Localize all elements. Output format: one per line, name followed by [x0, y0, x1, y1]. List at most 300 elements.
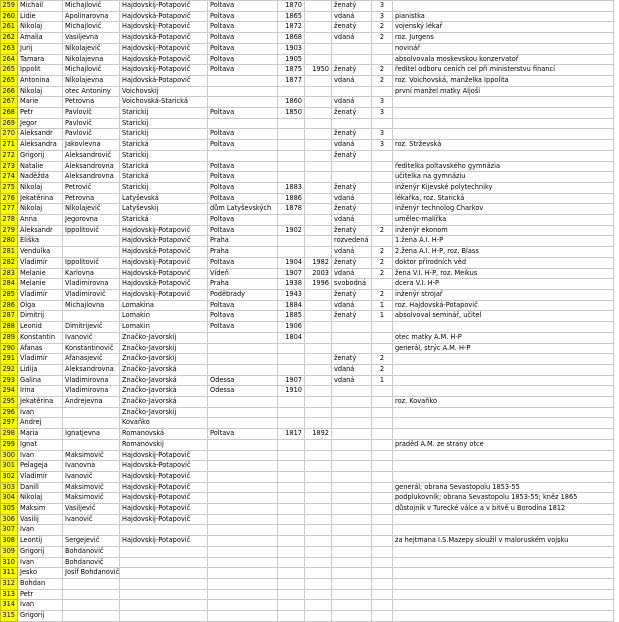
- patronymic-cell[interactable]: Nikolajevič: [63, 43, 120, 54]
- place-cell[interactable]: [208, 97, 278, 108]
- table-row[interactable]: [1, 354, 614, 365]
- note-cell[interactable]: [393, 471, 614, 482]
- surname-cell[interactable]: Značko-Javorskij: [120, 407, 208, 418]
- surname-cell[interactable]: Hajdovská-Potapovič: [120, 11, 208, 22]
- surname-cell[interactable]: [120, 546, 208, 557]
- row-number-cell[interactable]: 282: [1, 257, 18, 268]
- birth-year-cell[interactable]: 1865: [278, 11, 305, 22]
- birth-year-cell[interactable]: [278, 525, 305, 536]
- children-count-cell[interactable]: [372, 407, 393, 418]
- first-name-cell[interactable]: Ivan: [18, 525, 63, 536]
- patronymic-cell[interactable]: [63, 525, 120, 536]
- first-name-cell[interactable]: Bohdan: [18, 578, 63, 589]
- place-cell[interactable]: Poděbrady: [208, 289, 278, 300]
- row-number-cell[interactable]: 307: [1, 525, 18, 536]
- row-number-cell[interactable]: 259: [1, 1, 18, 12]
- place-cell[interactable]: [208, 482, 278, 493]
- note-cell[interactable]: první manžel matky Aljoši: [393, 86, 614, 97]
- surname-cell[interactable]: Lomakin: [120, 311, 208, 322]
- first-name-cell[interactable]: Grigorij: [18, 546, 63, 557]
- death-year-cell[interactable]: [305, 289, 332, 300]
- place-cell[interactable]: Poltava: [208, 311, 278, 322]
- death-year-cell[interactable]: [305, 150, 332, 161]
- children-count-cell[interactable]: 1: [372, 375, 393, 386]
- birth-year-cell[interactable]: [278, 247, 305, 258]
- table-row[interactable]: [1, 86, 614, 97]
- marital-status-cell[interactable]: [332, 493, 372, 504]
- row-number-cell[interactable]: 266: [1, 86, 18, 97]
- patronymic-cell[interactable]: Ippolitovič: [63, 225, 120, 236]
- note-cell[interactable]: roz. Voichovská, manželka Ippolita: [393, 75, 614, 86]
- table-row[interactable]: [1, 493, 614, 504]
- place-cell[interactable]: Poltava: [208, 182, 278, 193]
- first-name-cell[interactable]: Melanie: [18, 279, 63, 290]
- patronymic-cell[interactable]: [63, 247, 120, 258]
- first-name-cell[interactable]: Nikolaj: [18, 182, 63, 193]
- patronymic-cell[interactable]: Maksimovič: [63, 482, 120, 493]
- note-cell[interactable]: [393, 568, 614, 579]
- death-year-cell[interactable]: [305, 43, 332, 54]
- place-cell[interactable]: [208, 611, 278, 622]
- first-name-cell[interactable]: Melanie: [18, 268, 63, 279]
- first-name-cell[interactable]: Anna: [18, 215, 63, 226]
- children-count-cell[interactable]: [372, 578, 393, 589]
- first-name-cell[interactable]: Jesko: [18, 568, 63, 579]
- birth-year-cell[interactable]: 1877: [278, 75, 305, 86]
- note-cell[interactable]: umělec-malířka: [393, 215, 614, 226]
- birth-year-cell[interactable]: [278, 439, 305, 450]
- first-name-cell[interactable]: Andrej: [18, 418, 63, 429]
- birth-year-cell[interactable]: 1884: [278, 300, 305, 311]
- marital-status-cell[interactable]: vdaná: [332, 75, 372, 86]
- note-cell[interactable]: inženýr strojař: [393, 289, 614, 300]
- table-row[interactable]: [1, 407, 614, 418]
- birth-year-cell[interactable]: [278, 514, 305, 525]
- note-cell[interactable]: inženýr ekonom: [393, 225, 614, 236]
- birth-year-cell[interactable]: 1938: [278, 279, 305, 290]
- first-name-cell[interactable]: Michail: [18, 1, 63, 12]
- death-year-cell[interactable]: [305, 611, 332, 622]
- table-row[interactable]: [1, 322, 614, 333]
- surname-cell[interactable]: Značko-Javorská: [120, 386, 208, 397]
- note-cell[interactable]: [393, 322, 614, 333]
- birth-year-cell[interactable]: [278, 161, 305, 172]
- patronymic-cell[interactable]: Andrejevna: [63, 397, 120, 408]
- place-cell[interactable]: Poltava: [208, 161, 278, 172]
- table-row[interactable]: [1, 536, 614, 547]
- place-cell[interactable]: Poltava: [208, 215, 278, 226]
- place-cell[interactable]: Poltava: [208, 225, 278, 236]
- children-count-cell[interactable]: [372, 600, 393, 611]
- place-cell[interactable]: [208, 461, 278, 472]
- birth-year-cell[interactable]: 1886: [278, 193, 305, 204]
- first-name-cell[interactable]: Galina: [18, 375, 63, 386]
- note-cell[interactable]: učitelka na gymnáziu: [393, 172, 614, 183]
- first-name-cell[interactable]: Jurij: [18, 43, 63, 54]
- row-number-cell[interactable]: 298: [1, 429, 18, 440]
- place-cell[interactable]: Poltava: [208, 65, 278, 76]
- first-name-cell[interactable]: Irina: [18, 386, 63, 397]
- children-count-cell[interactable]: [372, 161, 393, 172]
- surname-cell[interactable]: Starická: [120, 172, 208, 183]
- marital-status-cell[interactable]: ženatý: [332, 129, 372, 140]
- table-row[interactable]: [1, 33, 614, 44]
- row-number-cell[interactable]: 301: [1, 461, 18, 472]
- first-name-cell[interactable]: Nikolaj: [18, 86, 63, 97]
- birth-year-cell[interactable]: 1905: [278, 54, 305, 65]
- marital-status-cell[interactable]: vdaná: [332, 268, 372, 279]
- patronymic-cell[interactable]: Michajlovič: [63, 1, 120, 12]
- death-year-cell[interactable]: [305, 514, 332, 525]
- note-cell[interactable]: generál, strýc A.M. H-P: [393, 343, 614, 354]
- children-count-cell[interactable]: 2: [372, 225, 393, 236]
- row-number-cell[interactable]: 268: [1, 108, 18, 119]
- birth-year-cell[interactable]: 1875: [278, 65, 305, 76]
- death-year-cell[interactable]: [305, 525, 332, 536]
- note-cell[interactable]: roz. Strževská: [393, 140, 614, 151]
- children-count-cell[interactable]: 2: [372, 354, 393, 365]
- first-name-cell[interactable]: Ippolit: [18, 65, 63, 76]
- first-name-cell[interactable]: Grigorij: [18, 611, 63, 622]
- surname-cell[interactable]: Starická: [120, 215, 208, 226]
- marital-status-cell[interactable]: vdaná: [332, 33, 372, 44]
- table-row[interactable]: [1, 257, 614, 268]
- marital-status-cell[interactable]: [332, 504, 372, 515]
- row-number-cell[interactable]: 303: [1, 482, 18, 493]
- first-name-cell[interactable]: Maria: [18, 429, 63, 440]
- children-count-cell[interactable]: 2: [372, 364, 393, 375]
- surname-cell[interactable]: Starická: [120, 140, 208, 151]
- table-row[interactable]: [1, 65, 614, 76]
- row-number-cell[interactable]: 287: [1, 311, 18, 322]
- children-count-cell[interactable]: [372, 279, 393, 290]
- patronymic-cell[interactable]: [63, 578, 120, 589]
- note-cell[interactable]: praděd A.M. ze strany otce: [393, 439, 614, 450]
- marital-status-cell[interactable]: ženatý: [332, 311, 372, 322]
- place-cell[interactable]: Poltava: [208, 22, 278, 33]
- marital-status-cell[interactable]: rozvedená: [332, 236, 372, 247]
- row-number-cell[interactable]: 281: [1, 247, 18, 258]
- first-name-cell[interactable]: Afanas: [18, 343, 63, 354]
- place-cell[interactable]: [208, 354, 278, 365]
- death-year-cell[interactable]: [305, 578, 332, 589]
- table-row[interactable]: [1, 225, 614, 236]
- marital-status-cell[interactable]: [332, 43, 372, 54]
- surname-cell[interactable]: Hajdovskij-Potapovič: [120, 471, 208, 482]
- marital-status-cell[interactable]: ženatý: [332, 22, 372, 33]
- surname-cell[interactable]: Hajdovskij-Potapovič: [120, 22, 208, 33]
- table-row[interactable]: [1, 1, 614, 12]
- marital-status-cell[interactable]: [332, 407, 372, 418]
- place-cell[interactable]: [208, 578, 278, 589]
- row-number-cell[interactable]: 289: [1, 332, 18, 343]
- patronymic-cell[interactable]: [63, 439, 120, 450]
- row-number-cell[interactable]: 264: [1, 54, 18, 65]
- table-row[interactable]: [1, 418, 614, 429]
- place-cell[interactable]: [208, 343, 278, 354]
- first-name-cell[interactable]: Natalie: [18, 161, 63, 172]
- marital-status-cell[interactable]: ženatý: [332, 182, 372, 193]
- death-year-cell[interactable]: [305, 557, 332, 568]
- marital-status-cell[interactable]: [332, 429, 372, 440]
- patronymic-cell[interactable]: Karlovna: [63, 268, 120, 279]
- children-count-cell[interactable]: 3: [372, 11, 393, 22]
- place-cell[interactable]: Poltava: [208, 108, 278, 119]
- death-year-cell[interactable]: [305, 600, 332, 611]
- patronymic-cell[interactable]: Sergejevič: [63, 536, 120, 547]
- children-count-cell[interactable]: 3: [372, 97, 393, 108]
- note-cell[interactable]: 2.žena A.I. H-P, roz. Blass: [393, 247, 614, 258]
- patronymic-cell[interactable]: [63, 236, 120, 247]
- birth-year-cell[interactable]: [278, 129, 305, 140]
- children-count-cell[interactable]: 3: [372, 129, 393, 140]
- death-year-cell[interactable]: [305, 397, 332, 408]
- marital-status-cell[interactable]: [332, 161, 372, 172]
- table-row[interactable]: [1, 268, 614, 279]
- patronymic-cell[interactable]: Michajlovič: [63, 22, 120, 33]
- marital-status-cell[interactable]: [332, 471, 372, 482]
- marital-status-cell[interactable]: [332, 514, 372, 525]
- place-cell[interactable]: Poltava: [208, 11, 278, 22]
- place-cell[interactable]: Poltava: [208, 54, 278, 65]
- row-number-cell[interactable]: 309: [1, 546, 18, 557]
- death-year-cell[interactable]: [305, 311, 332, 322]
- place-cell[interactable]: Poltava: [208, 129, 278, 140]
- death-year-cell[interactable]: [305, 439, 332, 450]
- marital-status-cell[interactable]: ženatý: [332, 108, 372, 119]
- patronymic-cell[interactable]: Petrovna: [63, 97, 120, 108]
- death-year-cell[interactable]: [305, 1, 332, 12]
- birth-year-cell[interactable]: [278, 354, 305, 365]
- marital-status-cell[interactable]: ženatý: [332, 150, 372, 161]
- row-number-cell[interactable]: 293: [1, 375, 18, 386]
- children-count-cell[interactable]: [372, 557, 393, 568]
- place-cell[interactable]: Vídeň: [208, 268, 278, 279]
- death-year-cell[interactable]: [305, 54, 332, 65]
- place-cell[interactable]: Poltava: [208, 193, 278, 204]
- surname-cell[interactable]: Hajdovská-Potapovič: [120, 461, 208, 472]
- marital-status-cell[interactable]: vdaná: [332, 215, 372, 226]
- row-number-cell[interactable]: 272: [1, 150, 18, 161]
- surname-cell[interactable]: Značko-Javorská: [120, 364, 208, 375]
- birth-year-cell[interactable]: [278, 471, 305, 482]
- place-cell[interactable]: [208, 450, 278, 461]
- patronymic-cell[interactable]: Petrovič: [63, 182, 120, 193]
- surname-cell[interactable]: [120, 557, 208, 568]
- first-name-cell[interactable]: Vladimír: [18, 257, 63, 268]
- marital-status-cell[interactable]: [332, 557, 372, 568]
- table-row[interactable]: [1, 578, 614, 589]
- children-count-cell[interactable]: [372, 322, 393, 333]
- children-count-cell[interactable]: [372, 493, 393, 504]
- table-row[interactable]: [1, 97, 614, 108]
- table-row[interactable]: [1, 386, 614, 397]
- children-count-cell[interactable]: 1: [372, 311, 393, 322]
- place-cell[interactable]: Poltava: [208, 172, 278, 183]
- death-year-cell[interactable]: [305, 354, 332, 365]
- place-cell[interactable]: [208, 493, 278, 504]
- marital-status-cell[interactable]: [332, 86, 372, 97]
- surname-cell[interactable]: Hajdovská-Potapovič: [120, 279, 208, 290]
- children-count-cell[interactable]: 2: [372, 33, 393, 44]
- surname-cell[interactable]: Hajdovskij-Potapovič: [120, 514, 208, 525]
- row-number-cell[interactable]: 312: [1, 578, 18, 589]
- birth-year-cell[interactable]: 1943: [278, 289, 305, 300]
- row-number-cell[interactable]: 302: [1, 471, 18, 482]
- place-cell[interactable]: Poltava: [208, 322, 278, 333]
- row-number-cell[interactable]: 275: [1, 182, 18, 193]
- children-count-cell[interactable]: 2: [372, 75, 393, 86]
- death-year-cell[interactable]: [305, 364, 332, 375]
- patronymic-cell[interactable]: Pavlovič: [63, 108, 120, 119]
- note-cell[interactable]: [393, 418, 614, 429]
- note-cell[interactable]: [393, 578, 614, 589]
- table-row[interactable]: [1, 300, 614, 311]
- place-cell[interactable]: [208, 504, 278, 515]
- children-count-cell[interactable]: 2: [372, 289, 393, 300]
- patronymic-cell[interactable]: Vladimirovna: [63, 375, 120, 386]
- note-cell[interactable]: ředitel odboru ceních cel při ministerstvu financí: [393, 65, 614, 76]
- first-name-cell[interactable]: Vladimír: [18, 471, 63, 482]
- children-count-cell[interactable]: [372, 43, 393, 54]
- children-count-cell[interactable]: [372, 450, 393, 461]
- surname-cell[interactable]: Hajdovskij-Potapovič: [120, 289, 208, 300]
- table-row[interactable]: [1, 247, 614, 258]
- first-name-cell[interactable]: Lidie: [18, 11, 63, 22]
- note-cell[interactable]: absolvoval seminář, učitel: [393, 311, 614, 322]
- place-cell[interactable]: Odessa: [208, 386, 278, 397]
- patronymic-cell[interactable]: Dimitrijevič: [63, 322, 120, 333]
- birth-year-cell[interactable]: 1872: [278, 22, 305, 33]
- row-number-cell[interactable]: 274: [1, 172, 18, 183]
- row-number-cell[interactable]: 305: [1, 504, 18, 515]
- surname-cell[interactable]: Starickij: [120, 118, 208, 129]
- patronymic-cell[interactable]: Jakovlevna: [63, 140, 120, 151]
- place-cell[interactable]: [208, 546, 278, 557]
- row-number-cell[interactable]: 308: [1, 536, 18, 547]
- note-cell[interactable]: roz. Hajdovská-Potapovič: [393, 300, 614, 311]
- marital-status-cell[interactable]: [332, 397, 372, 408]
- children-count-cell[interactable]: 3: [372, 1, 393, 12]
- death-year-cell[interactable]: [305, 568, 332, 579]
- place-cell[interactable]: [208, 407, 278, 418]
- table-row[interactable]: [1, 482, 614, 493]
- birth-year-cell[interactable]: 1903: [278, 43, 305, 54]
- birth-year-cell[interactable]: [278, 578, 305, 589]
- row-number-cell[interactable]: 277: [1, 204, 18, 215]
- place-cell[interactable]: Poltava: [208, 33, 278, 44]
- children-count-cell[interactable]: [372, 429, 393, 440]
- surname-cell[interactable]: Romanovskij: [120, 439, 208, 450]
- death-year-cell[interactable]: 2003: [305, 268, 332, 279]
- marital-status-cell[interactable]: [332, 322, 372, 333]
- patronymic-cell[interactable]: Afanasjevič: [63, 354, 120, 365]
- patronymic-cell[interactable]: Aleksandrovič: [63, 150, 120, 161]
- marital-status-cell[interactable]: ženatý: [332, 204, 372, 215]
- surname-cell[interactable]: Hajdovskij-Potapovič: [120, 257, 208, 268]
- row-number-cell[interactable]: 288: [1, 322, 18, 333]
- birth-year-cell[interactable]: [278, 589, 305, 600]
- table-row[interactable]: [1, 611, 614, 622]
- table-row[interactable]: [1, 129, 614, 140]
- birth-year-cell[interactable]: [278, 343, 305, 354]
- surname-cell[interactable]: [120, 525, 208, 536]
- note-cell[interactable]: [393, 129, 614, 140]
- note-cell[interactable]: [393, 461, 614, 472]
- surname-cell[interactable]: Značko-Javorskij: [120, 343, 208, 354]
- note-cell[interactable]: [393, 364, 614, 375]
- table-row[interactable]: [1, 236, 614, 247]
- place-cell[interactable]: [208, 150, 278, 161]
- table-row[interactable]: [1, 546, 614, 557]
- marital-status-cell[interactable]: [332, 332, 372, 343]
- first-name-cell[interactable]: Dimitrij: [18, 311, 63, 322]
- death-year-cell[interactable]: [305, 172, 332, 183]
- surname-cell[interactable]: Hajdovskij-Potapovič: [120, 536, 208, 547]
- children-count-cell[interactable]: [372, 204, 393, 215]
- marital-status-cell[interactable]: [332, 482, 372, 493]
- note-cell[interactable]: 1.žena A.I. H-P: [393, 236, 614, 247]
- patronymic-cell[interactable]: Michajlovna: [63, 300, 120, 311]
- first-name-cell[interactable]: Leontij: [18, 536, 63, 547]
- marital-status-cell[interactable]: vdaná: [332, 364, 372, 375]
- children-count-cell[interactable]: [372, 525, 393, 536]
- death-year-cell[interactable]: [305, 97, 332, 108]
- birth-year-cell[interactable]: [278, 86, 305, 97]
- note-cell[interactable]: ředitelka poltavského gymnázia: [393, 161, 614, 172]
- place-cell[interactable]: [208, 600, 278, 611]
- table-row[interactable]: [1, 140, 614, 151]
- death-year-cell[interactable]: [305, 108, 332, 119]
- row-number-cell[interactable]: 271: [1, 140, 18, 151]
- table-row[interactable]: [1, 439, 614, 450]
- death-year-cell[interactable]: [305, 482, 332, 493]
- marital-status-cell[interactable]: [332, 439, 372, 450]
- first-name-cell[interactable]: Vladimír: [18, 354, 63, 365]
- first-name-cell[interactable]: Petr: [18, 108, 63, 119]
- row-number-cell[interactable]: 279: [1, 225, 18, 236]
- marital-status-cell[interactable]: vdaná: [332, 11, 372, 22]
- first-name-cell[interactable]: Konstantin: [18, 332, 63, 343]
- table-row[interactable]: [1, 332, 614, 343]
- surname-cell[interactable]: Hajdovskij-Potapovič: [120, 450, 208, 461]
- note-cell[interactable]: otec matky A.M. H-P: [393, 332, 614, 343]
- note-cell[interactable]: [393, 97, 614, 108]
- note-cell[interactable]: generál; obrana Sevastopolu 1853-55: [393, 482, 614, 493]
- death-year-cell[interactable]: [305, 75, 332, 86]
- birth-year-cell[interactable]: 1850: [278, 108, 305, 119]
- patronymic-cell[interactable]: Pavlovič: [63, 118, 120, 129]
- note-cell[interactable]: [393, 611, 614, 622]
- death-year-cell[interactable]: [305, 193, 332, 204]
- patronymic-cell[interactable]: Petrovna: [63, 193, 120, 204]
- children-count-cell[interactable]: [372, 236, 393, 247]
- children-count-cell[interactable]: 2: [372, 268, 393, 279]
- death-year-cell[interactable]: [305, 504, 332, 515]
- table-row[interactable]: [1, 204, 614, 215]
- place-cell[interactable]: dům Latyševských: [208, 204, 278, 215]
- table-row[interactable]: [1, 343, 614, 354]
- patronymic-cell[interactable]: Maksimovič: [63, 493, 120, 504]
- surname-cell[interactable]: Starická: [120, 161, 208, 172]
- first-name-cell[interactable]: Eliška: [18, 236, 63, 247]
- first-name-cell[interactable]: Aleksandr: [18, 129, 63, 140]
- children-count-cell[interactable]: [372, 54, 393, 65]
- place-cell[interactable]: [208, 589, 278, 600]
- marital-status-cell[interactable]: [332, 118, 372, 129]
- surname-cell[interactable]: [120, 578, 208, 589]
- marital-status-cell[interactable]: vdaná: [332, 193, 372, 204]
